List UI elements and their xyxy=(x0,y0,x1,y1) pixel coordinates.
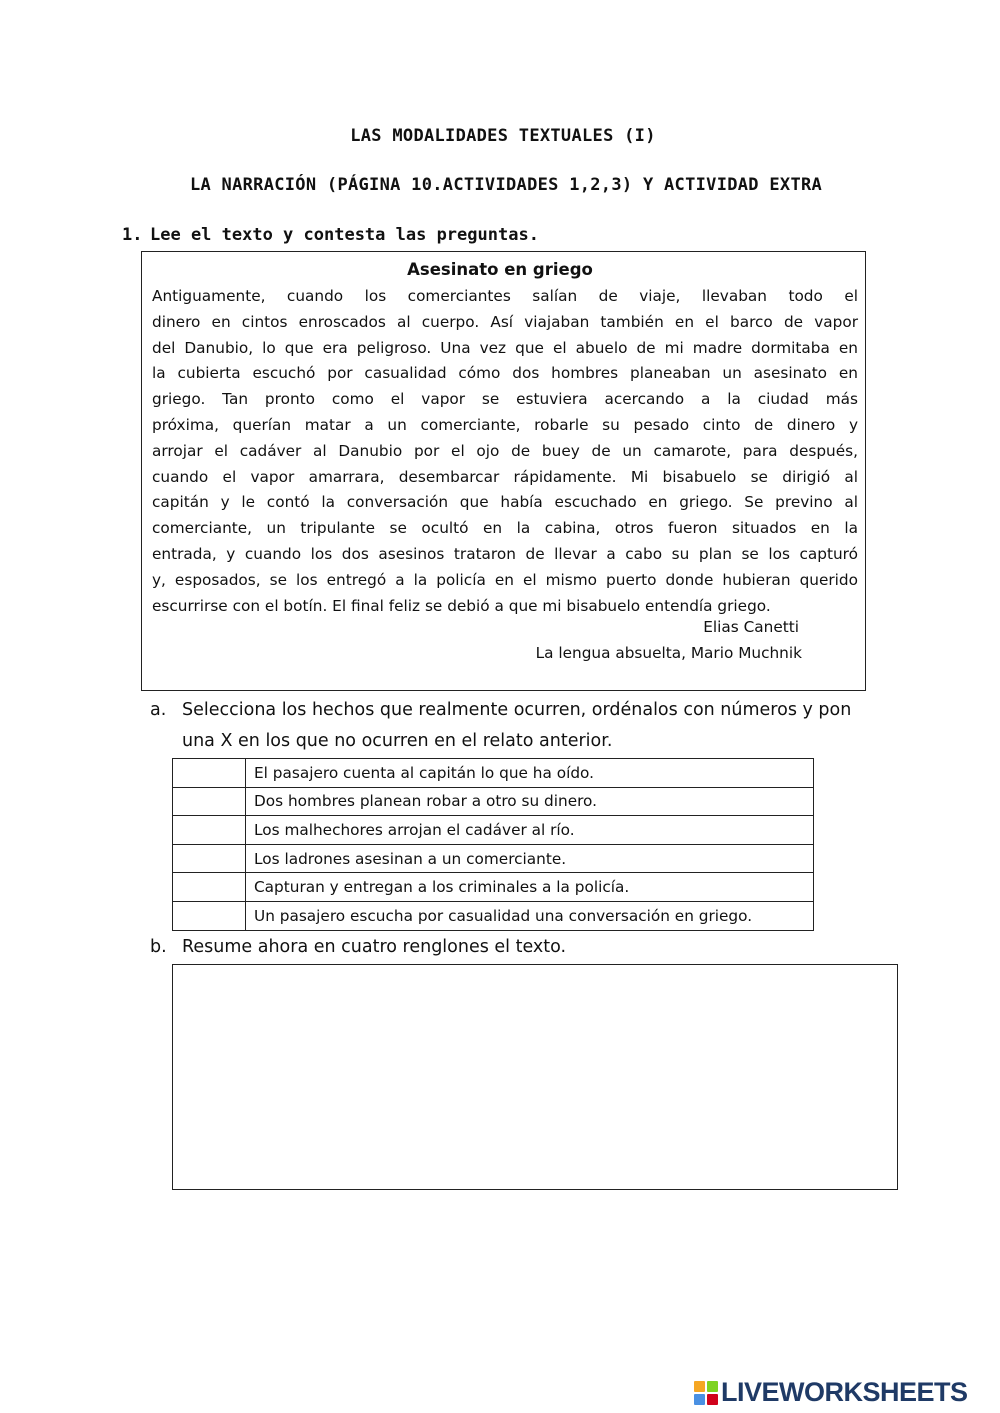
answer-cell[interactable] xyxy=(173,787,246,816)
summary-answer-box[interactable] xyxy=(172,964,898,1190)
table-row xyxy=(173,816,814,845)
logo-tile xyxy=(694,1381,705,1392)
logo-tile xyxy=(694,1394,705,1405)
part-a-line-2: una X en los que no ocurren en el relato anterior. xyxy=(182,731,613,751)
brand-name: LIVEWORKSHEETS xyxy=(721,1377,968,1407)
part-a-letter: a. xyxy=(150,700,167,720)
story-line: entrada, y cuando los dos asesinos trataron de llevar a cabo su plan se los capturó xyxy=(152,544,858,563)
story-box xyxy=(141,251,866,691)
liveworksheets-logo xyxy=(694,1379,968,1406)
table-row xyxy=(173,901,814,930)
logo-tile xyxy=(707,1381,718,1392)
table-row xyxy=(173,759,814,788)
part-b-instruction xyxy=(150,932,566,963)
story-line: griego. Tan pronto como el vapor se estuviera acercando a la ciudad más xyxy=(152,390,858,409)
fact-text: Los ladrones asesinan a un comerciante. xyxy=(246,844,814,873)
question-1-text: Lee el texto y contesta las preguntas. xyxy=(150,225,539,245)
fact-text: Un pasajero escucha por casualidad una conversación en griego. xyxy=(246,901,814,930)
part-b-letter: b. xyxy=(150,937,167,957)
answer-cell[interactable] xyxy=(173,816,246,845)
question-1-number: 1. xyxy=(122,225,143,245)
answer-cell[interactable] xyxy=(173,844,246,873)
part-a-line-1: Selecciona los hechos que realmente ocurren, ordénalos con números y pon xyxy=(182,700,852,720)
table-row xyxy=(173,844,814,873)
story-source: La lengua absuelta, Mario Muchnik xyxy=(535,644,802,662)
page-subtitle: LA NARRACIÓN (PÁGINA 10.ACTIVIDADES 1,2,3) Y ACTIVIDAD EXTRA xyxy=(189,175,823,195)
story-line: capitán y le contó la conversación que había escuchado en griego. Se previno al xyxy=(152,493,858,512)
question-1 xyxy=(122,225,539,245)
logo-tile xyxy=(707,1394,718,1405)
fact-text: Dos hombres planean robar a otro su dinero. xyxy=(246,787,814,816)
story-text xyxy=(152,284,858,619)
story-line: dinero en cintos enroscados al cuerpo. Así viajaban también en el barco de vapor xyxy=(152,312,858,331)
page-title: LAS MODALIDADES TEXTUALES (I) xyxy=(350,126,656,146)
story-line: del Danubio, lo que era peligroso. Una vez que el abuelo de mi madre dormitaba en xyxy=(152,338,858,357)
story-line: y, esposados, se los entregó a la policía en el mismo puerto donde hubieran querido xyxy=(152,570,858,589)
fact-text: Capturan y entregan a los criminales a la policía. xyxy=(246,873,814,902)
answer-cell[interactable] xyxy=(173,901,246,930)
table-row xyxy=(173,787,814,816)
story-line: Antiguamente, cuando los comerciantes salían de viaje, llevaban todo el xyxy=(152,287,858,305)
part-b-text: Resume ahora en cuatro renglones el texto. xyxy=(182,937,567,957)
table-row xyxy=(173,873,814,902)
answer-cell[interactable] xyxy=(173,873,246,902)
story-line: la cubierta escuchó por casualidad cómo dos hombres planeaban un asesinato en xyxy=(152,364,858,383)
story-author: Elias Canetti xyxy=(703,618,799,636)
story-line: escurrirse con el botín. El final feliz se debió a que mi bisabuelo entendía griego. xyxy=(152,596,771,615)
story-line: arrojar el cadáver al Danubio por el ojo de buey de un camarote, para después, xyxy=(152,441,858,460)
part-a-instruction xyxy=(150,695,851,726)
story-title: Asesinato en griego xyxy=(407,260,593,279)
liveworksheets-grid-icon xyxy=(694,1381,718,1405)
story-line: cuando el vapor amarrara, desembarcar rápidamente. Mi bisabuelo se dirigió al xyxy=(152,467,858,486)
story-line: comerciante, un tripulante se ocultó en la cabina, otros fueron situados en la xyxy=(152,519,858,538)
fact-text: Los malhechores arrojan el cadáver al río. xyxy=(246,816,814,845)
fact-text: El pasajero cuenta al capitán lo que ha oído. xyxy=(246,759,814,788)
story-line: próxima, querían matar a un comerciante, robarle su pesado cinto de dinero y xyxy=(152,415,858,434)
facts-table xyxy=(172,758,814,931)
answer-cell[interactable] xyxy=(173,759,246,788)
